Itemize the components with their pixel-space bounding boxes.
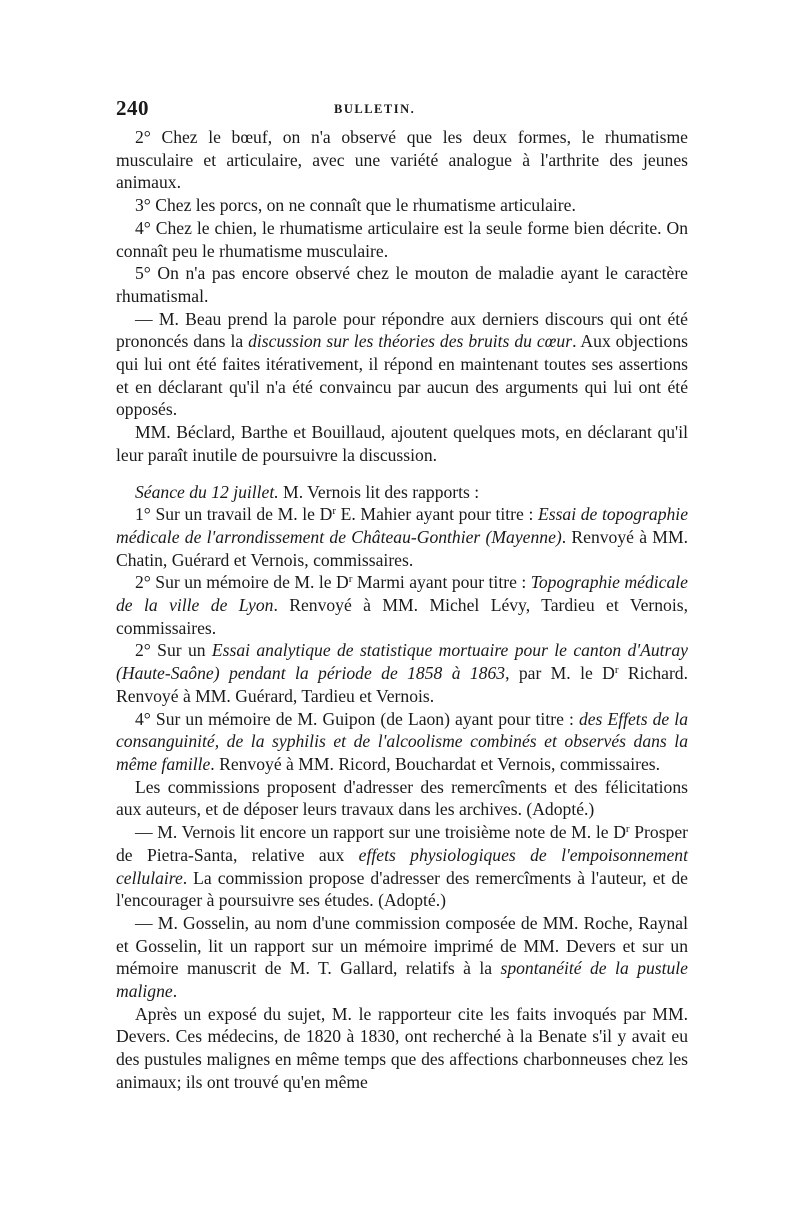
- book-page: [116, 92, 688, 1094]
- paragraph-dogs: 4° Chez le chien, le rhumatisme articulaire est la seule forme bien décrite. On connaît peu le rhumatisme musculaire.: [116, 217, 688, 261]
- section-gap: [116, 467, 688, 481]
- paragraph-devers: Après un exposé du sujet, M. le rapporteur cite les faits invoqués par MM. Devers. Ces médecins, de 1820 à 1830, ont recherché à la Benate s'il y avait eu des pustules malignes en même temps que des affections charbonneuses chez les animaux; ils ont trouvé qu'en même: [116, 1003, 688, 1092]
- italic-title: effets physiologiques de l'empoisonnement cellulaire: [116, 844, 688, 888]
- paragraph-guipon: 4° Sur un mémoire de M. Guipon (de Laon) ayant pour titre : des Effets de la consanguinité, de la syphilis et de l'alcoolisme combinés et observés dans la même famille. Renvoyé à MM. Ricord, Bouchardat et Vernois, commissaires.: [116, 708, 688, 774]
- page-header: [116, 92, 688, 126]
- page-number: 240: [116, 96, 149, 120]
- italic-title: des Effets de la consanguinité, de la syphilis et de l'alcoolisme combinés et observés dans la même famille: [116, 708, 688, 774]
- paragraph-marmi: 2° Sur un mémoire de M. le $D^r$ Marmi ayant pour titre : Topographie médicale de la ville de Lyon. Renvoyé à MM. Michel Lévy, Tardieu et Vernois, commissaires.: [116, 572, 688, 638]
- paragraph-pietra-santa: — M. Vernois lit encore un rapport sur une troisième note de M. le $D^r$ Prosper de Pietra-Santa, relative aux effets physiologiques de l'empoisonnement cellulaire. La commission propose d'adresser des remercîments à l'auteur, et de l'encourager à poursuivre ses études. (Adopté.): [116, 822, 689, 911]
- italic-title: spontanéité de la pustule maligne: [116, 958, 688, 1002]
- italic-title: discussion sur les théories des bruits du cœur: [248, 331, 573, 352]
- paragraph-oxen: 2° Chez le bœuf, on n'a observé que les deux formes, le rhumatisme musculaire et articulaire, avec une variété analogue à l'arthrite des jeunes animaux.: [116, 127, 688, 193]
- paragraph-commissions: Les commissions proposent d'adresser des remercîments et des félicitations aux auteurs, et de déposer leurs travaux dans les archives. (Adopté.): [116, 776, 688, 820]
- paragraph-beau: — M. Beau prend la parole pour répondre aux derniers discours qui ont été prononcés dans la discussion sur les théories des bruits du cœur. Aux objections qui lui ont été faites itérativement, il répond en maintenant toutes ses assertions et en déclarant qu'il n'a été convaincu par aucun des arguments qui lui ont été opposés.: [116, 308, 688, 420]
- seance-date: Séance du 12 juillet.: [135, 481, 279, 502]
- italic-title: Essai de topographie médicale de l'arrondissement de Château-Gonthier (Mayenne): [116, 504, 688, 547]
- italic-title: Essai analytique de statistique mortuaire pour le canton d'Autray (Haute-Saône) pendant la période de 1858 à 1863: [116, 640, 688, 684]
- body-text: [116, 126, 688, 1094]
- italic-title: Topographie médicale de la ville de Lyon: [116, 572, 688, 616]
- running-head: BULLETIN.: [334, 102, 416, 116]
- paragraph-sheep: 5° On n'a pas encore observé chez le mouton de maladie ayant le caractère rhumatismal.: [116, 263, 688, 306]
- paragraph-richard: 2° Sur un Essai analytique de statistique mortuaire pour le canton d'Autray (Haute-Saône) pendant la période de 1858 à 1863, par M. le $D^r$ Richard. Renvoyé à MM. Guérard, Tardieu et Vernois.: [116, 640, 688, 706]
- paragraph-pigs: 3° Chez les porcs, on ne connaît que le rhumatisme articulaire.: [135, 195, 576, 216]
- paragraph-beclard: MM. Béclard, Barthe et Bouillaud, ajoutent quelques mots, en déclarant qu'il leur paraît inutile de poursuivre la discussion.: [116, 422, 688, 465]
- paragraph-seance: Séance du 12 juillet. M. Vernois lit des rapports :: [135, 481, 480, 502]
- paragraph-mahier: 1° Sur un travail de M. le $D^r$ E. Mahier ayant pour titre : Essai de topographie médicale de l'arrondissement de Château-Gonthier (Mayenne). Renvoyé à MM. Chatin, Guérard et Vernois, commissaires.: [116, 504, 688, 570]
- paragraph-gosselin: — M. Gosselin, au nom d'une commission composée de MM. Roche, Raynal et Gosselin, lit un rapport sur un mémoire imprimé de MM. Devers et sur un mémoire manuscrit de M. T. Gallard, relatifs à la spontanéité de la pustule maligne.: [116, 912, 688, 1002]
